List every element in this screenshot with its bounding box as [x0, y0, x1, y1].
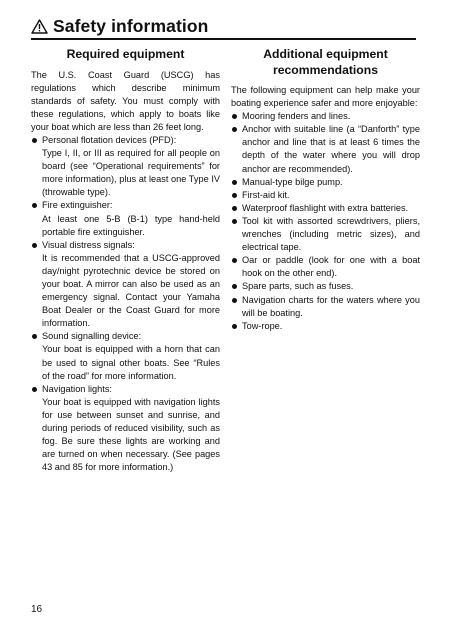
header-divider — [31, 38, 416, 40]
list-item — [31, 239, 220, 331]
required-equipment-heading: Required equipment — [66, 47, 185, 61]
bullet-icon — [32, 334, 37, 339]
required-equipment-list — [31, 134, 220, 474]
item-text: Tool kit with assorted screwdrivers, pliers, wrenches (including metric sizes), and electrical tape. — [242, 215, 420, 253]
bullet-icon — [232, 324, 237, 329]
bullet-icon — [232, 284, 237, 289]
bullet-icon — [232, 298, 237, 303]
list-item — [231, 320, 420, 333]
bullet-icon — [232, 219, 237, 224]
list-item — [231, 280, 420, 293]
additional-equipment-intro: The following equipment can help make your boating experience safer and more enjoyable: — [231, 85, 420, 109]
list-item — [231, 254, 420, 280]
bullet-icon — [232, 258, 237, 263]
bullet-icon — [32, 203, 37, 208]
item-text: Oar or paddle (look for one with a boat hook on the other end). — [242, 255, 420, 279]
bullet-icon — [232, 180, 237, 185]
bullet-icon — [32, 387, 37, 392]
bullet-icon — [32, 138, 37, 143]
item-label: Navigation lights: — [42, 383, 112, 394]
item-text: Tow-rope. — [242, 320, 283, 331]
item-text: Navigation charts for the waters where you will be boating. — [242, 294, 420, 318]
item-text: Your boat is equipped with a horn that can be used to signal other boats. See “Rules of the road” for more information. — [42, 344, 220, 381]
required-equipment-column — [31, 47, 220, 474]
list-item — [231, 110, 420, 123]
list-item — [31, 134, 220, 199]
item-label: Fire extinguisher: — [42, 200, 113, 211]
item-label: Personal flotation devices (PFD): — [42, 134, 177, 145]
item-text: First-aid kit. — [242, 189, 290, 200]
list-item — [231, 202, 420, 215]
list-item — [231, 123, 420, 175]
bullet-icon — [232, 114, 237, 119]
item-text: Spare parts, such as fuses. — [242, 281, 354, 292]
list-item — [231, 176, 420, 189]
item-text: It is recommended that a USCG-approved day/night pyrotechnic device be stored on your boat. A mirror can also be used as an emergency signal. Contact your Yamaha Boat Dealer or the Coast Guard for more information. — [42, 252, 220, 329]
item-text: Anchor with suitable line (a “Danforth” type anchor and line that is at least 6 times the depth of the water where you will drop anchor are recommended). — [242, 124, 420, 174]
item-text: Manual-type bilge pump. — [242, 176, 343, 187]
item-text: At least one 5-B (B-1) type hand-held portable fire extinguisher. — [42, 213, 220, 237]
list-item — [231, 189, 420, 202]
bullet-icon — [232, 127, 237, 132]
page-number: 16 — [31, 604, 43, 615]
required-equipment-intro: The U.S. Coast Guard (USCG) has regulations which describe minimum standards of safety. You must comply with these regulations, which apply to boats like your boat which are less than 26 feet long. — [31, 69, 220, 132]
list-item — [31, 199, 220, 238]
item-text: Mooring fenders and lines. — [242, 111, 351, 122]
additional-equipment-column — [231, 47, 420, 333]
section-header — [31, 14, 208, 38]
list-item — [31, 330, 220, 382]
item-text: Waterproof flashlight with extra batteries. — [242, 202, 409, 213]
list-item — [231, 215, 420, 254]
item-label: Visual distress signals: — [42, 239, 135, 250]
list-item — [231, 294, 420, 320]
item-text: Type I, II, or III as required for all people on board (see “Operational requirements” for more information), plus at least one Type IV (throwable type). — [42, 148, 220, 198]
item-text: Your boat is equipped with navigation lights for use between sunset and sunrise, and during periods of reduced visibility, such as fog. Be sure these lights are working and are turned on when necessary. (See pages 43 and 85 for more information.) — [42, 396, 220, 473]
bullet-icon — [32, 243, 37, 248]
section-title: Safety information — [53, 16, 209, 36]
item-label: Sound signalling device: — [42, 331, 142, 342]
additional-equipment-list — [231, 110, 420, 333]
bullet-icon — [232, 193, 237, 198]
bullet-icon — [232, 206, 237, 211]
warning-triangle-icon — [31, 19, 48, 34]
list-item — [31, 383, 220, 475]
additional-equipment-heading: Additional equipment recommendations — [263, 47, 388, 77]
